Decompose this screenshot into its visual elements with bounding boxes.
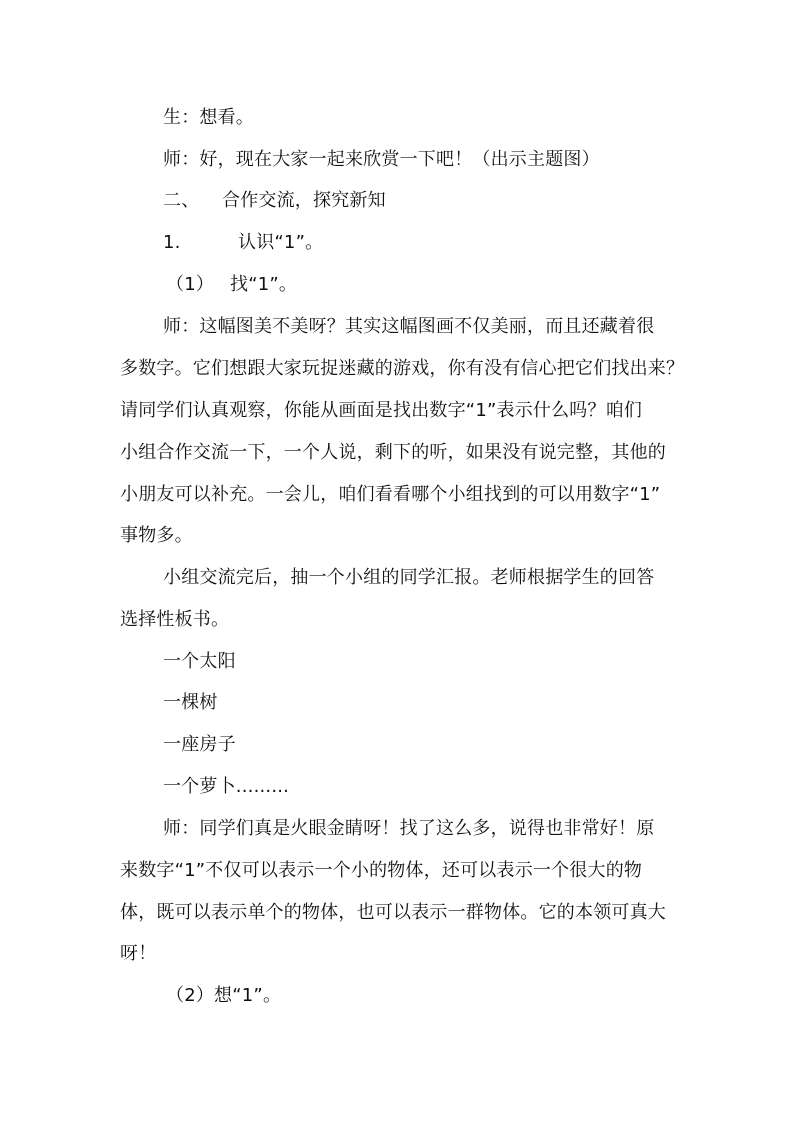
board-item: 一座房子 [163, 734, 236, 755]
item-number: （1） [166, 274, 215, 295]
board-item: 一个太阳 [163, 651, 236, 672]
paragraph-line: 来数字“1”不仅可以表示一个小的物体，还可以表示一个很大的物 [120, 860, 643, 881]
paragraph-line: 师：同学们真是火眼金睛呀！找了这么多，说得也非常好！原 [163, 818, 655, 839]
section-heading-number: 二、 [163, 190, 200, 211]
section-heading: 合作交流，探究新知 [222, 190, 386, 211]
board-item: 一棵树 [163, 692, 218, 713]
subsection-heading: 认识“1”。 [238, 232, 324, 253]
paragraph-line: 事物多。 [120, 525, 193, 546]
board-item: 一个萝卜......... [163, 776, 290, 797]
paragraph-line: 选择性板书。 [120, 609, 230, 630]
paragraph-line: 多数字。它们想跟大家玩捉迷藏的游戏，你有没有信心把它们找出来？ [120, 358, 685, 379]
subsection-number: 1. [163, 232, 181, 253]
item-heading: 找“1”。 [230, 274, 298, 295]
dialogue-line: 生：想看。 [163, 107, 254, 128]
paragraph-line: 请同学们认真观察，你能从画面是找出数字“1”表示什么吗？咱们 [120, 400, 643, 421]
dialogue-line: 师：好，现在大家一起来欣赏一下吧！（出示主题图） [163, 149, 600, 170]
paragraph-line: 呀！ [120, 943, 157, 964]
paragraph-line: 小组合作交流一下，一个人说，剩下的听，如果没有说完整，其他的 [120, 442, 666, 463]
item-heading: （2）想“1”。 [166, 985, 282, 1006]
paragraph-line: 体，既可以表示单个的物体，也可以表示一群物体。它的本领可真大 [120, 902, 666, 923]
paragraph-line: 小组交流完后，抽一个小组的同学汇报。老师根据学生的回答 [163, 567, 655, 588]
paragraph-line: 师：这幅图美不美呀？其实这幅图画不仅美丽，而且还藏着很 [163, 316, 655, 337]
paragraph-line: 小朋友可以补充。一会儿，咱们看看哪个小组找到的可以用数字“1” [120, 484, 661, 505]
